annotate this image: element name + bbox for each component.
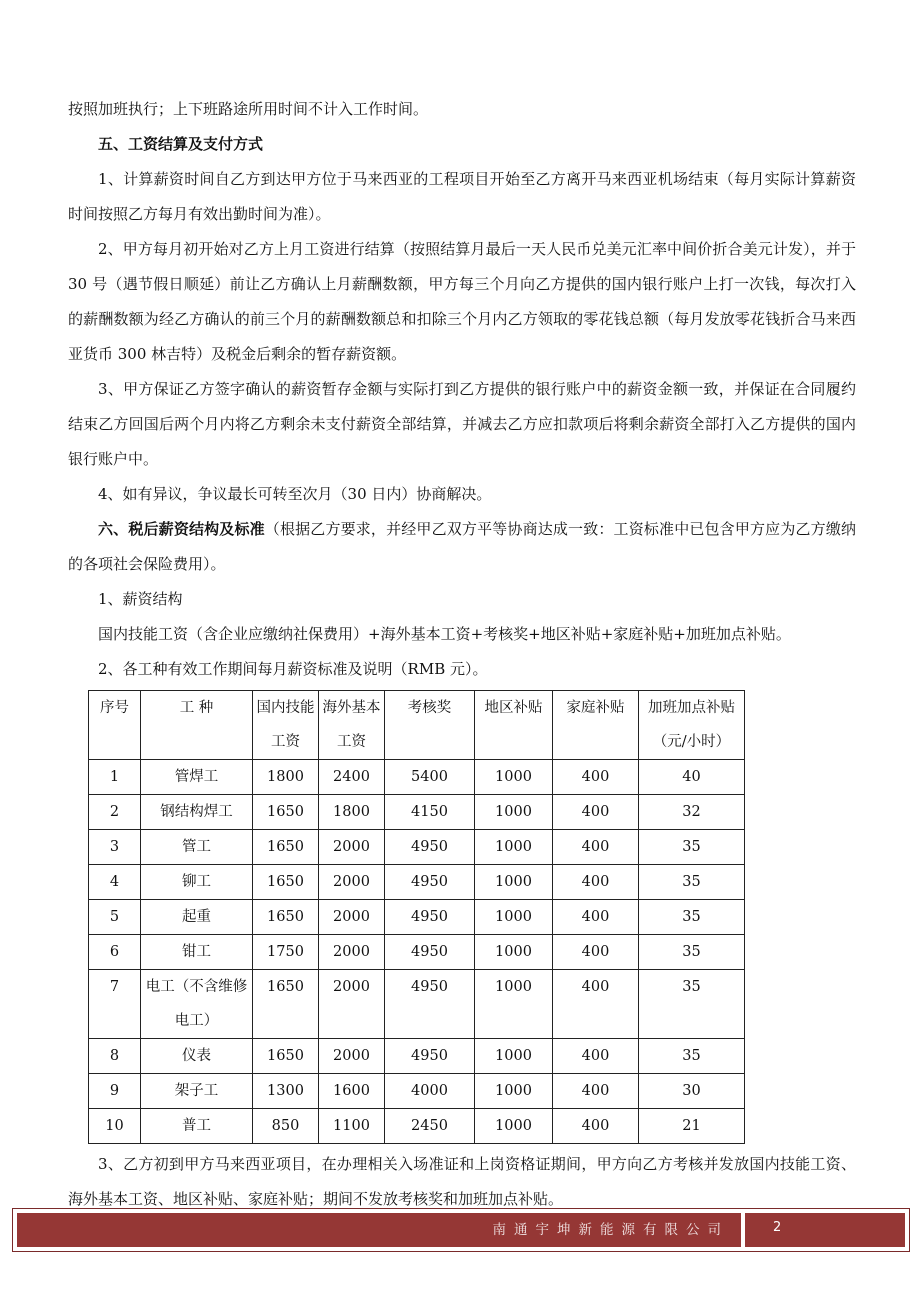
paragraph-overtime: 按照加班执行；上下班路途所用时间不计入工作时间。 (68, 100, 429, 118)
table-cell: 1800 (253, 760, 319, 795)
table-cell: 1750 (253, 935, 319, 970)
table-cell: 1000 (475, 760, 553, 795)
table-cell: 4150 (385, 795, 475, 830)
footer-company-bar (17, 1213, 741, 1247)
table-cell: 1000 (475, 795, 553, 830)
footer-page-box (745, 1213, 905, 1247)
table-cell: 起重 (141, 900, 253, 935)
section-heading-6-note: （根据乙方要求，并经甲乙双方平等协商达成一致：工资标准中已包含甲方应为乙方缴纳的各项社会保险费用）。 (68, 520, 856, 573)
table-cell: 1000 (475, 1039, 553, 1074)
table-row (89, 795, 745, 830)
table-cell: 管工 (141, 830, 253, 865)
table-cell: 3 (89, 830, 141, 865)
paragraph-5-2: 2、甲方每月初开始对乙方上月工资进行结算（按照结算月最后一天人民币兑美元汇率中间价折合美元计发），并于 30 号（遇节假日顺延）前让乙方确认上月薪酬数额，甲方每三个月向乙方提供的国内银行账户上打一次钱，每次打入的薪酬数额为经乙方确认的前三个月的薪酬数额总和扣除三个月内乙方领取的零花钱总额（每月发放零花钱折合马来西亚货币 300 林吉特）及税金后剩余的暂存薪资额。 (68, 240, 856, 363)
table-cell: 400 (553, 795, 639, 830)
table-cell: 400 (553, 1109, 639, 1144)
table-cell: 1650 (253, 865, 319, 900)
table-cell: 35 (639, 970, 745, 1039)
table-cell: 2000 (319, 970, 385, 1039)
table-cell: 电工（不含维修电工） (141, 970, 253, 1039)
table-cell: 32 (639, 795, 745, 830)
table-cell: 铆工 (141, 865, 253, 900)
section-heading-5: 五、工资结算及支付方式 (98, 135, 264, 153)
table-cell: 管焊工 (141, 760, 253, 795)
table-cell: 21 (639, 1109, 745, 1144)
table-cell: 4000 (385, 1074, 475, 1109)
table-cell: 4950 (385, 935, 475, 970)
table-cell: 1650 (253, 900, 319, 935)
table-cell: 4 (89, 865, 141, 900)
table-cell: 7 (89, 970, 141, 1039)
table-cell: 10 (89, 1109, 141, 1144)
table-cell: 钳工 (141, 935, 253, 970)
table-header-row (89, 691, 745, 760)
table-row (89, 935, 745, 970)
paragraph-6-2: 2、各工种有效工作期间每月薪资标准及说明（RMB 元）。 (98, 660, 488, 678)
table-cell: 2 (89, 795, 141, 830)
table-cell: 8 (89, 1039, 141, 1074)
table-cell: 30 (639, 1074, 745, 1109)
table-cell: 9 (89, 1074, 141, 1109)
table-cell: 4950 (385, 865, 475, 900)
table-cell: 2000 (319, 900, 385, 935)
paragraph-6-3: 3、乙方初到甲方马来西亚项目，在办理相关入场准证和上岗资格证期间，甲方向乙方考核并发放国内技能工资、海外基本工资、地区补贴、家庭补贴；期间不发放考核奖和加班加点补贴。 (68, 1155, 856, 1208)
table-cell: 40 (639, 760, 745, 795)
table-cell: 1000 (475, 865, 553, 900)
table-cell: 5400 (385, 760, 475, 795)
salary-table (88, 690, 745, 1144)
table-row (89, 1109, 745, 1144)
table-row (89, 1074, 745, 1109)
table-cell: 1000 (475, 1109, 553, 1144)
header-overtime-allowance: 加班加点补贴（元/小时） (639, 691, 745, 760)
table-cell: 400 (553, 1039, 639, 1074)
table-cell: 1650 (253, 970, 319, 1039)
table-cell: 1000 (475, 970, 553, 1039)
header-overseas-base-wage: 海外基本工资 (319, 691, 385, 760)
table-cell: 400 (553, 865, 639, 900)
header-index: 序号 (89, 691, 141, 760)
table-cell: 400 (553, 1074, 639, 1109)
page-number: 2 (773, 1220, 782, 1235)
table-cell: 400 (553, 935, 639, 970)
table-cell: 2000 (319, 830, 385, 865)
table-row (89, 830, 745, 865)
paragraph-5-1: 1、计算薪资时间自乙方到达甲方位于马来西亚的工程项目开始至乙方离开马来西亚机场结束（每月实际计算薪资时间按照乙方每月有效出勤时间为准）。 (68, 170, 856, 223)
table-row (89, 970, 745, 1039)
header-assessment-bonus: 考核奖 (385, 691, 475, 760)
table-cell: 2000 (319, 865, 385, 900)
table-row (89, 760, 745, 795)
table-cell: 1000 (475, 935, 553, 970)
paragraph-5-3: 3、甲方保证乙方签字确认的薪资暂存金额与实际打到乙方提供的银行账户中的薪资金额一致，并保证在合同履约结束乙方回国后两个月内将乙方剩余未支付薪资全部结算，并减去乙方应扣款项后将剩余薪资全部打入乙方提供的国内银行账户中。 (68, 380, 856, 468)
table-cell: 35 (639, 1039, 745, 1074)
table-cell: 35 (639, 865, 745, 900)
paragraph-5-4: 4、如有异议，争议最长可转至次月（30 日内）协商解决。 (98, 485, 492, 503)
page-footer (12, 1208, 910, 1252)
paragraph-6-1: 1、薪资结构 (98, 590, 183, 608)
table-row (89, 865, 745, 900)
table-cell: 1000 (475, 900, 553, 935)
table-cell: 1650 (253, 795, 319, 830)
table-cell: 400 (553, 900, 639, 935)
table-cell: 400 (553, 970, 639, 1039)
table-cell: 1600 (319, 1074, 385, 1109)
header-domestic-skill-wage: 国内技能工资 (253, 691, 319, 760)
section-heading-6 (68, 512, 856, 582)
table-cell: 1800 (319, 795, 385, 830)
table-cell: 35 (639, 830, 745, 865)
table-cell: 400 (553, 760, 639, 795)
header-family-allowance: 家庭补贴 (553, 691, 639, 760)
header-job-type: 工 种 (141, 691, 253, 760)
table-cell: 钢结构焊工 (141, 795, 253, 830)
table-row (89, 900, 745, 935)
table-cell: 4950 (385, 900, 475, 935)
table-cell: 4950 (385, 1039, 475, 1074)
table-row (89, 1039, 745, 1074)
section-heading-6-title: 六、税后薪资结构及标准 (98, 520, 265, 538)
table-cell: 架子工 (141, 1074, 253, 1109)
document-body (68, 92, 856, 1217)
table-cell: 400 (553, 830, 639, 865)
paragraph-6-1-structure: 国内技能工资（含企业应缴纳社保费用）+海外基本工资+考核奖+地区补贴+家庭补贴+加班加点补贴。 (98, 625, 791, 643)
table-cell: 4950 (385, 830, 475, 865)
table-cell: 4950 (385, 970, 475, 1039)
table-cell: 1650 (253, 830, 319, 865)
table-cell: 2450 (385, 1109, 475, 1144)
table-cell: 1000 (475, 1074, 553, 1109)
table-cell: 2400 (319, 760, 385, 795)
header-regional-allowance: 地区补贴 (475, 691, 553, 760)
table-cell: 仪表 (141, 1039, 253, 1074)
table-cell: 1000 (475, 830, 553, 865)
table-cell: 850 (253, 1109, 319, 1144)
table-cell: 2000 (319, 935, 385, 970)
table-cell: 1650 (253, 1039, 319, 1074)
table-cell: 35 (639, 900, 745, 935)
table-cell: 1100 (319, 1109, 385, 1144)
table-cell: 1 (89, 760, 141, 795)
table-cell: 6 (89, 935, 141, 970)
table-cell: 1300 (253, 1074, 319, 1109)
table-cell: 35 (639, 935, 745, 970)
table-cell: 5 (89, 900, 141, 935)
table-cell: 2000 (319, 1039, 385, 1074)
table-cell: 普工 (141, 1109, 253, 1144)
footer-company-name: 南通宇坤新能源有限公司 (492, 1222, 729, 1238)
